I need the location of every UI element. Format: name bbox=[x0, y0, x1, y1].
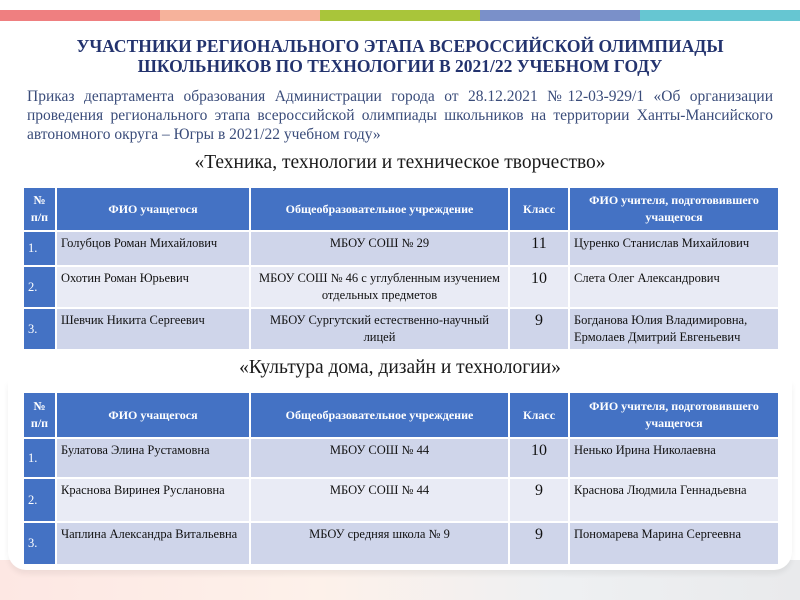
column-header: № п/п bbox=[23, 187, 56, 231]
school-name: МБОУ Сургутский естественно-научный лицей bbox=[250, 308, 509, 350]
grade: 11 bbox=[509, 231, 569, 266]
grade: 10 bbox=[509, 266, 569, 308]
participants-table-technics bbox=[22, 186, 780, 351]
school-name: МБОУ СОШ № 29 bbox=[250, 231, 509, 266]
title-line-2: ШКОЛЬНИКОВ ПО ТЕХНОЛОГИИ В 2021/22 УЧЕБНОМ ГОДУ bbox=[137, 56, 663, 76]
row-number: 3. bbox=[23, 522, 56, 565]
teacher-name: Слета Олег Александрович bbox=[569, 266, 779, 308]
student-name: Охотин Роман Юрьевич bbox=[56, 266, 250, 308]
stripe bbox=[0, 10, 160, 21]
student-name: Краснова Виринея Руслановна bbox=[56, 478, 250, 522]
teacher-name: Цуренко Станислав Михайлович bbox=[569, 231, 779, 266]
teacher-name: Краснова Людмила Геннадьевна bbox=[569, 478, 779, 522]
table-header-row bbox=[23, 392, 779, 438]
stripe bbox=[160, 10, 320, 21]
column-header: Общеобразовательное учреждение bbox=[250, 392, 509, 438]
column-header: Класс bbox=[509, 187, 569, 231]
table-header-row bbox=[23, 187, 779, 231]
school-name: МБОУ СОШ № 44 bbox=[250, 438, 509, 478]
row-number: 1. bbox=[23, 438, 56, 478]
column-header: ФИО учащегося bbox=[56, 392, 250, 438]
column-header: ФИО учителя, подготовившего учащегося bbox=[569, 392, 779, 438]
row-number: 2. bbox=[23, 266, 56, 308]
column-header: № п/п bbox=[23, 392, 56, 438]
page-title bbox=[0, 36, 800, 76]
column-header: ФИО учителя, подготовившего учащегося bbox=[569, 187, 779, 231]
school-name: МБОУ средняя школа № 9 bbox=[250, 522, 509, 565]
school-name: МБОУ СОШ № 44 bbox=[250, 478, 509, 522]
grade: 9 bbox=[509, 478, 569, 522]
table-row bbox=[23, 478, 779, 522]
student-name: Чаплина Александра Витальевна bbox=[56, 522, 250, 565]
row-number: 1. bbox=[23, 231, 56, 266]
table-row bbox=[23, 231, 779, 266]
section-title-culture: «Культура дома, дизайн и технологии» bbox=[239, 357, 561, 378]
table-row bbox=[23, 308, 779, 350]
column-header: Общеобразовательное учреждение bbox=[250, 187, 509, 231]
order-text: Приказ департамента образования Администрации города от 28.12.2021 №12-03-929/1 «Об организации проведения регионального этапа всероссийской олимпиады школьников на территории Ханты-Мансийского автономного округа – Югры в 2021/22 учебном году» bbox=[27, 88, 773, 143]
table-row bbox=[23, 266, 779, 308]
student-name: Шевчик Никита Сергеевич bbox=[56, 308, 250, 350]
participants-table-culture bbox=[22, 391, 780, 566]
teacher-name: Ненько Ирина Николаевна bbox=[569, 438, 779, 478]
column-header: ФИО учащегося bbox=[56, 187, 250, 231]
title-line-1: УЧАСТНИКИ РЕГИОНАЛЬНОГО ЭТАПА ВСЕРОССИЙСКОЙ ОЛИМПИАДЫ bbox=[76, 36, 724, 56]
school-name: МБОУ СОШ № 46 с углубленным изучением отдельных предметов bbox=[250, 266, 509, 308]
grade: 9 bbox=[509, 308, 569, 350]
teacher-name: Богданова Юлия Владимировна, Ермолаев Дмитрий Евгеньевич bbox=[569, 308, 779, 350]
stripe bbox=[480, 10, 640, 21]
stripe bbox=[320, 10, 480, 21]
row-number: 3. bbox=[23, 308, 56, 350]
row-number: 2. bbox=[23, 478, 56, 522]
teacher-name: Пономарева Марина Сергеевна bbox=[569, 522, 779, 565]
student-name: Голубцов Роман Михайлович bbox=[56, 231, 250, 266]
stripe bbox=[640, 10, 800, 21]
student-name: Булатова Элина Рустамовна bbox=[56, 438, 250, 478]
grade: 9 bbox=[509, 522, 569, 565]
section-title-technics: «Техника, технологии и техническое творчество» bbox=[194, 152, 606, 173]
table-row bbox=[23, 438, 779, 478]
column-header: Класс bbox=[509, 392, 569, 438]
table-row bbox=[23, 522, 779, 565]
grade: 10 bbox=[509, 438, 569, 478]
